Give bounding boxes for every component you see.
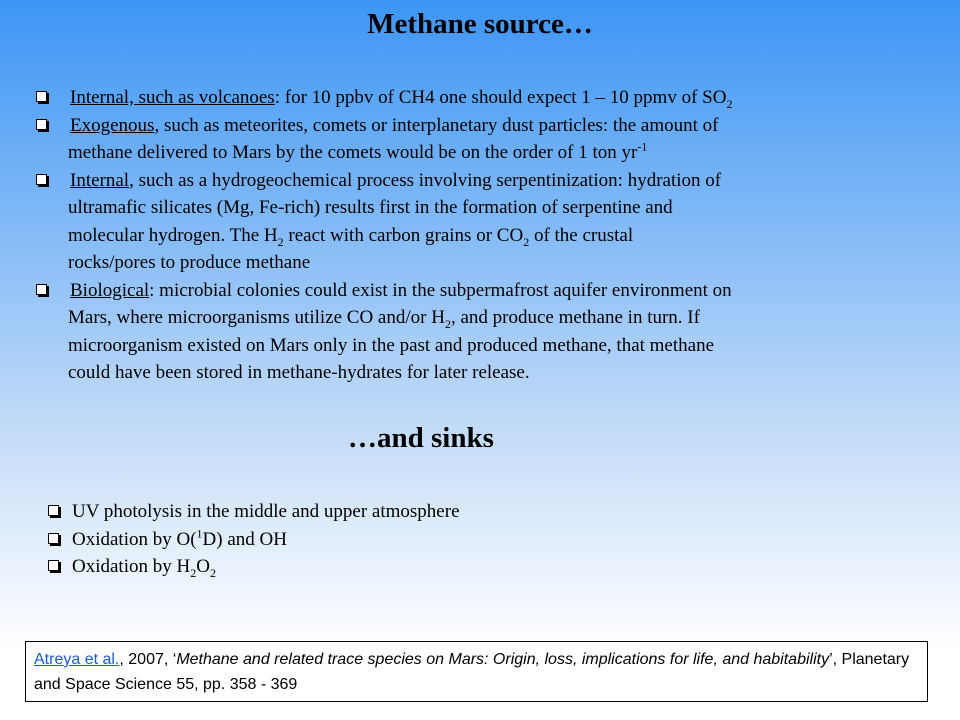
- checkbox-bullet-icon: [48, 560, 59, 571]
- sink-text: UV photolysis in the middle and upper atmosphere: [72, 501, 460, 522]
- sink-text: D) and OH: [202, 528, 287, 550]
- checkbox-bullet-icon: [48, 533, 59, 544]
- sinks-list: [48, 498, 460, 581]
- sink-text: O: [196, 556, 210, 577]
- source-text: react with carbon grains or CO: [283, 224, 524, 246]
- source-text: methane delivered to Mars by the comets would be on the order of 1 ton yr: [68, 142, 638, 163]
- source-label: Internal: [70, 169, 130, 191]
- subscript: 2: [444, 316, 451, 331]
- subscript: 2: [277, 234, 284, 249]
- sink-text: Oxidation by O(: [72, 528, 197, 550]
- superscript: 1: [196, 526, 203, 541]
- source-text: , such as meteorites, comets or interplanetary dust particles: the amount of: [154, 114, 719, 136]
- checkbox-bullet-icon: [48, 505, 59, 516]
- source-biological: [36, 277, 916, 387]
- subscript: 2: [190, 565, 197, 580]
- sink-uv-photolysis: [48, 498, 460, 526]
- superscript: -1: [637, 139, 648, 154]
- checkbox-bullet-icon: [36, 119, 47, 130]
- sink-oxidation-o1d: [48, 526, 460, 554]
- source-label: Exogenous: [70, 114, 155, 136]
- reference-box: [25, 641, 928, 702]
- source-text: : microbial colonies could exist in the subpermafrost aquifer environment on: [149, 279, 732, 301]
- source-text: : for 10 ppbv of CH4 one should expect 1 – 10 ppmv of SO: [274, 87, 727, 108]
- checkbox-bullet-icon: [36, 174, 47, 185]
- source-exogenous: [36, 112, 916, 167]
- sources-list: [36, 84, 916, 387]
- source-volcanoes: [36, 84, 916, 112]
- source-text: rocks/pores to produce methane: [68, 252, 311, 273]
- reference-text: ’, Planetary and Space Science 55, pp. 358 - 369: [34, 651, 910, 693]
- source-text: , and produce methane in turn. If: [450, 307, 700, 328]
- source-serpentinization: [36, 167, 916, 277]
- sink-oxidation-h2o2: [48, 553, 460, 581]
- reference-title: Methane and related trace species on Mars: Origin, loss, implications for life, and habitability: [176, 651, 830, 668]
- sink-text: Oxidation by H: [72, 556, 191, 577]
- source-label: Internal, such as volcanoes: [70, 87, 275, 108]
- reference-text: , 2007, ‘: [119, 651, 177, 668]
- source-text: ultramafic silicates (Mg, Fe-rich) results first in the formation of serpentine and: [68, 197, 673, 218]
- subscript: 2: [523, 234, 530, 249]
- source-text: microorganism existed on Mars only in the past and produced methane, that methane: [68, 334, 715, 356]
- title-sinks: …and sinks: [348, 422, 494, 454]
- source-text: Mars, where microorganisms utilize CO and/or H: [68, 307, 445, 328]
- source-text: , such as a hydrogeochemical process involving serpentinization: hydration of: [129, 169, 722, 191]
- checkbox-bullet-icon: [36, 284, 47, 295]
- reference-link[interactable]: Atreya et al.: [34, 651, 120, 668]
- subscript: 2: [726, 96, 733, 111]
- source-text: of the crustal: [529, 224, 634, 246]
- source-label: Biological: [70, 279, 150, 301]
- checkbox-bullet-icon: [36, 91, 47, 102]
- title-sources: Methane source…: [367, 8, 593, 40]
- subscript: 2: [209, 565, 216, 580]
- source-text: could have been stored in methane-hydrates for later release.: [68, 362, 530, 383]
- source-text: molecular hydrogen. The H: [68, 224, 278, 246]
